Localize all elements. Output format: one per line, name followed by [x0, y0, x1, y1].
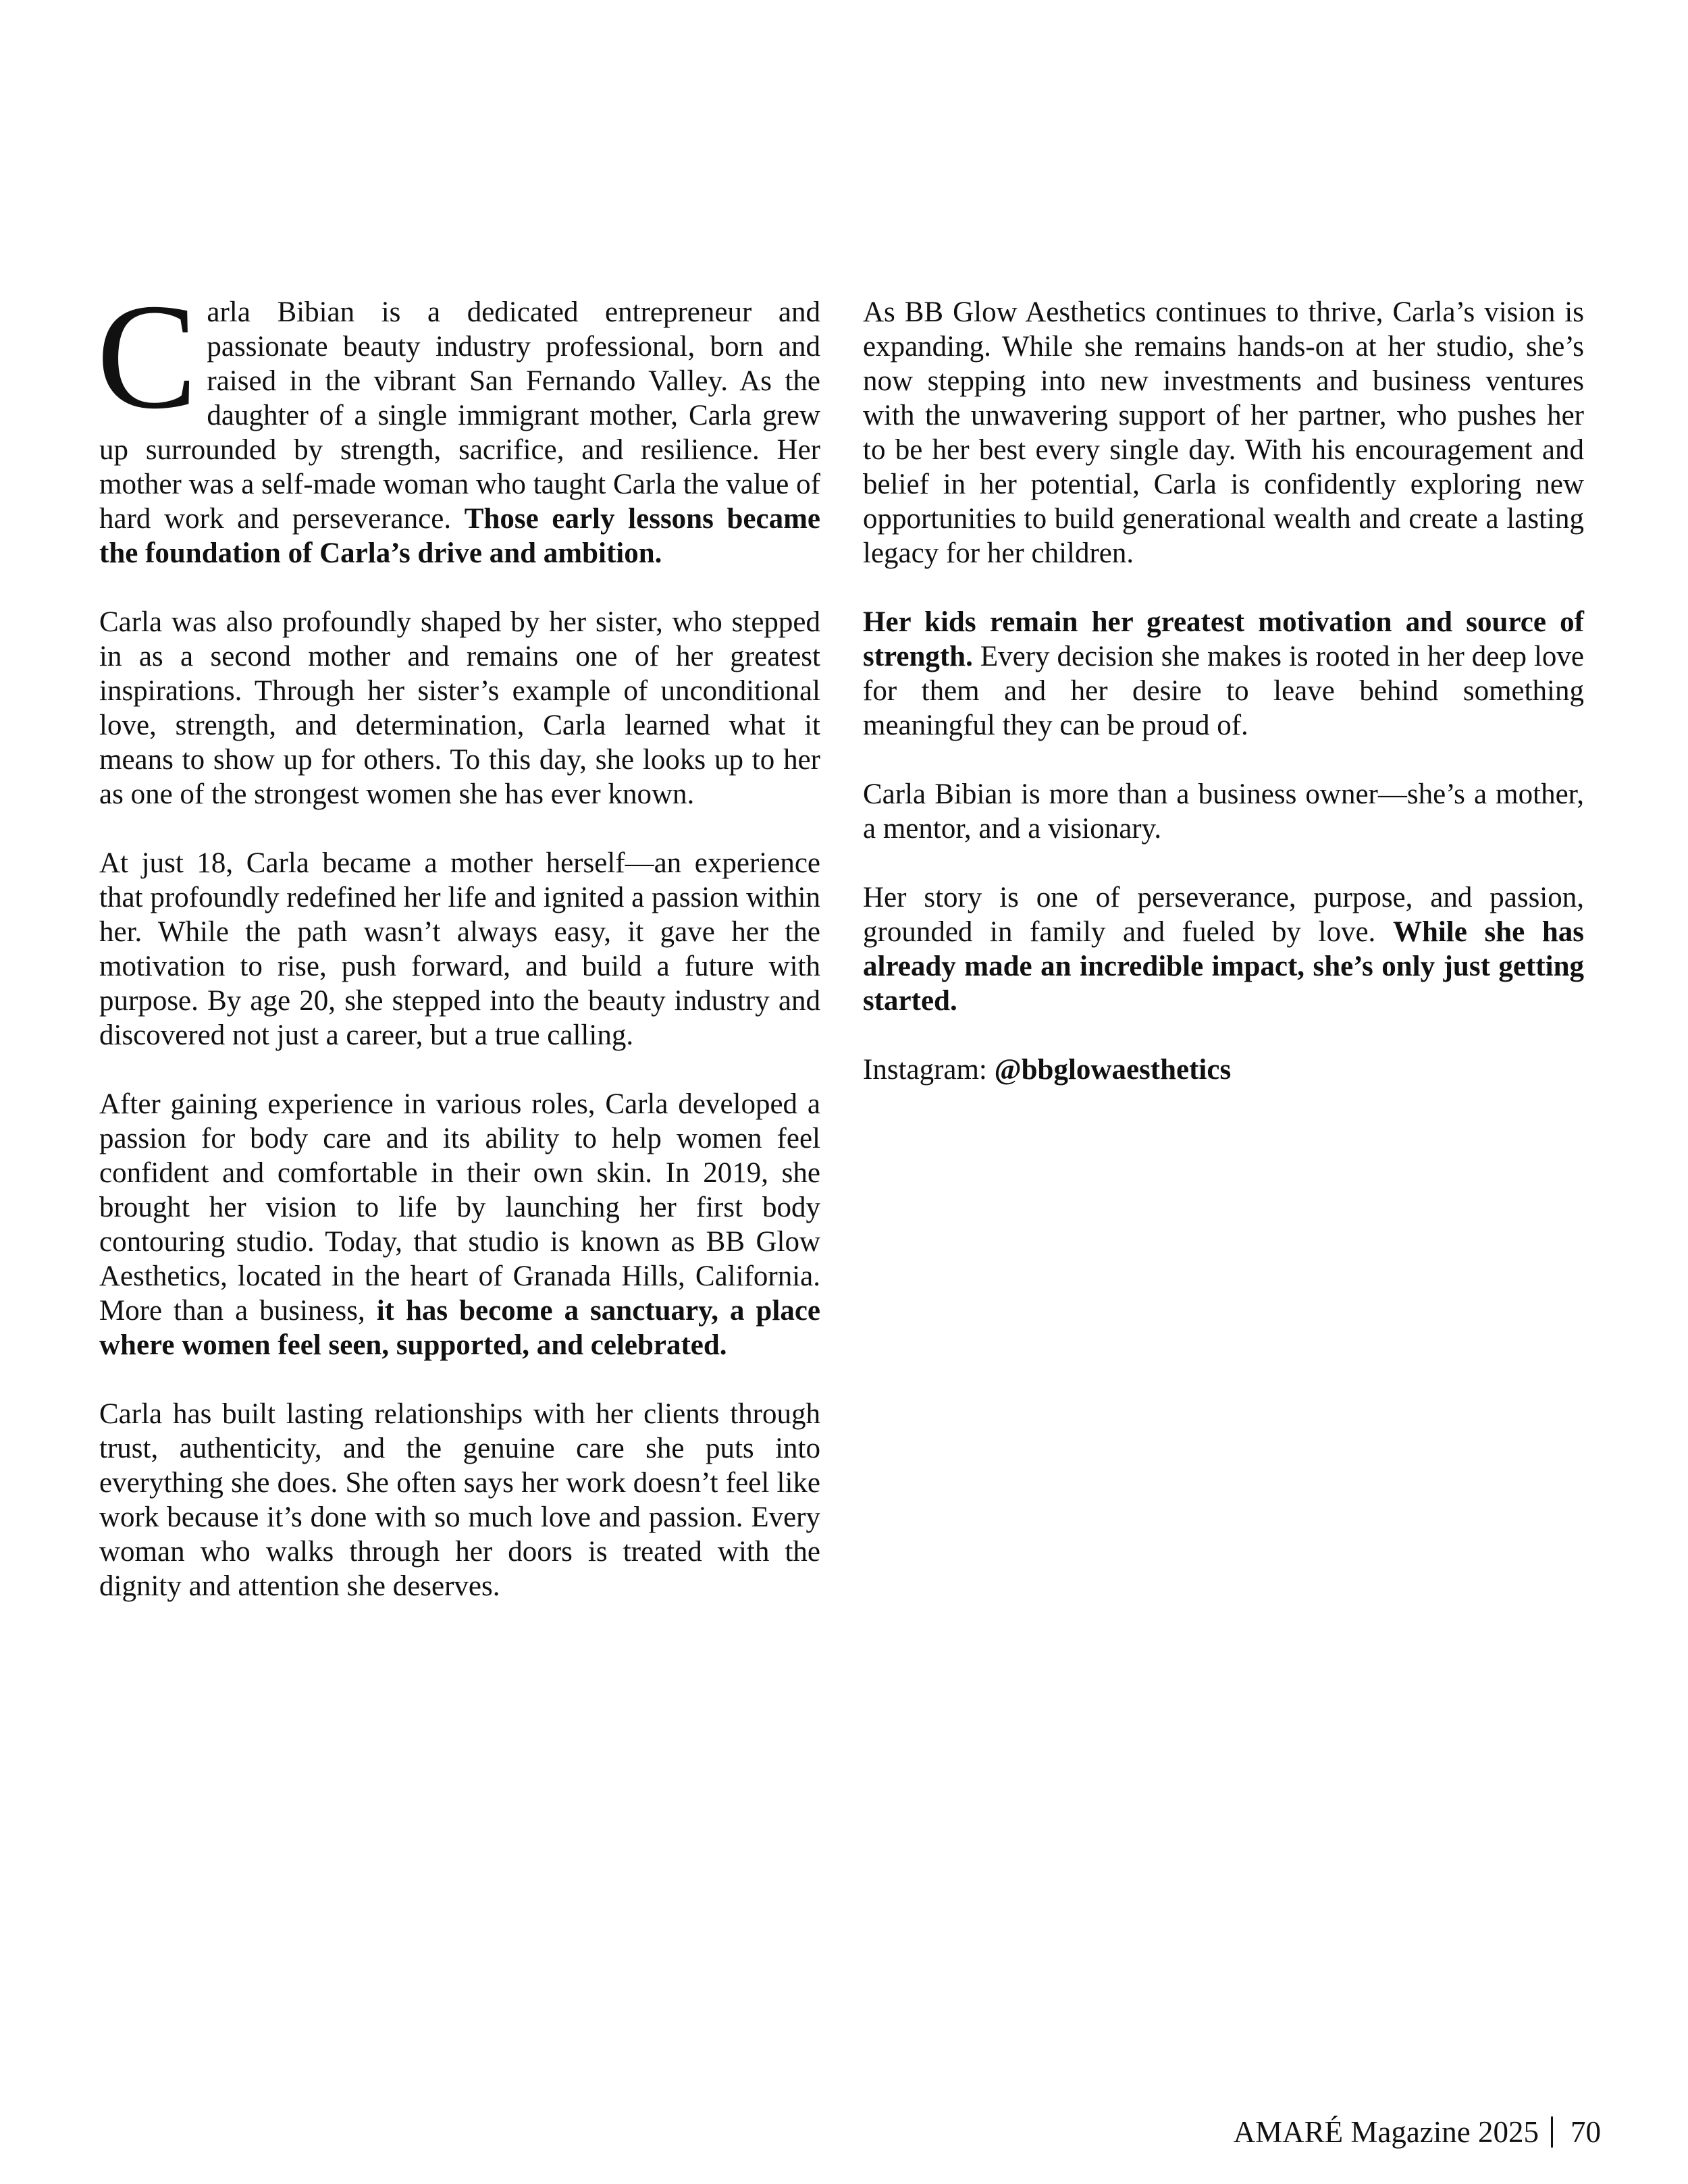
story-bold-text: While she has already made an incredible impact, she’s only just getting started.: [863, 916, 1585, 1017]
magazine-name: AMARÉ Magazine 2025: [1233, 2115, 1539, 2149]
paragraph-studio: [99, 1087, 820, 1362]
kids-bold-text: Her kids remain her greatest motivation and source of strength.: [863, 606, 1584, 672]
paragraph-more-than: Carla Bibian is more than a business owner—she’s a mother, a mentor, and a visionary.: [863, 778, 1584, 845]
studio-text: After gaining experience in various roles, Carla developed a passion for body care and its ability to help women feel confident and comfortable in their own skin. In 2019, she brought her vision to life by launching her first body contouring studio. Today, that studio is known as BB Glow Aesthetics, located in the heart of Granada Hills, California. More than a business,: [99, 1088, 820, 1327]
footer-divider: [1551, 2116, 1553, 2148]
paragraph-motherhood: At just 18, Carla became a mother herself—an experience that profoundly redefined her life and ignited a passion within her. While the path wasn’t always easy, it gave her the motivation to rise, push forward, and build a future with purpose. By age 20, she stepped into the beauty industry and discovered not just a career, but a true calling.: [99, 847, 820, 1051]
page-number: 70: [1571, 2115, 1601, 2149]
story-text: Her story is one of perseverance, purpose, and passion, grounded in family and fueled by love.: [863, 882, 1584, 948]
instagram-label: Instagram:: [863, 1054, 995, 1086]
right-column: [863, 295, 1584, 1087]
paragraph-sister: Carla was also profoundly shaped by her sister, who stepped in as a second mother and remains one of her greatest inspirations. Through her sister’s example of unconditional love, strength, and determination, Carla learned what it means to show up for others. To this day, she looks up to her as one of the strongest women she has ever known.: [99, 606, 820, 810]
intro-text: arla Bibian is a dedicated entrepreneur and passionate beauty industry professional, born and raised in the vibrant San Fernando Valley. As the daughter of a single immigrant mother, Carla grew up surrounded by strength, sacrifice, and resilience. Her mother was a self-made woman who taught Carla the value of hard work and perseverance.: [99, 296, 820, 535]
paragraph-story: [863, 880, 1584, 1018]
kids-text: Every decision she makes is rooted in her deep love for them and her desire to leave behind something meaningful they can be proud of.: [863, 641, 1584, 741]
paragraph-vision: As BB Glow Aesthetics continues to thrive, Carla’s vision is expanding. While she remains hands-on at her studio, she’s now stepping into new investments and business ventures with the unwavering support of her partner, who pushes her to be her best every single day. With his encouragement and belief in her potential, Carla is confidently exploring new opportunities to build generational wealth and create a lasting legacy for her children.: [863, 296, 1584, 569]
intro-bold-text: Those early lessons became the foundation of Carla’s drive and ambition.: [99, 503, 821, 569]
paragraph-clients: Carla has built lasting relationships with her clients through trust, authenticity, and the genuine care she puts into everything she does. She often says her work doesn’t feel like work because it’s done with so much love and passion. Every woman who walks through her doors is treated with the dignity and attention she deserves.: [99, 1398, 820, 1602]
left-column: [97, 273, 821, 1603]
drop-cap: C: [97, 273, 198, 440]
paragraph-kids: [863, 605, 1584, 743]
studio-bold-text: it has become a sanctuary, a place where women feel seen, supported, and celebrated.: [99, 1295, 820, 1361]
paragraph-instagram: [863, 1053, 1584, 1087]
instagram-handle[interactable]: @bbglowaesthetics: [994, 1054, 1232, 1086]
page-footer: [1234, 2113, 1601, 2151]
paragraph-intro: [97, 273, 821, 570]
